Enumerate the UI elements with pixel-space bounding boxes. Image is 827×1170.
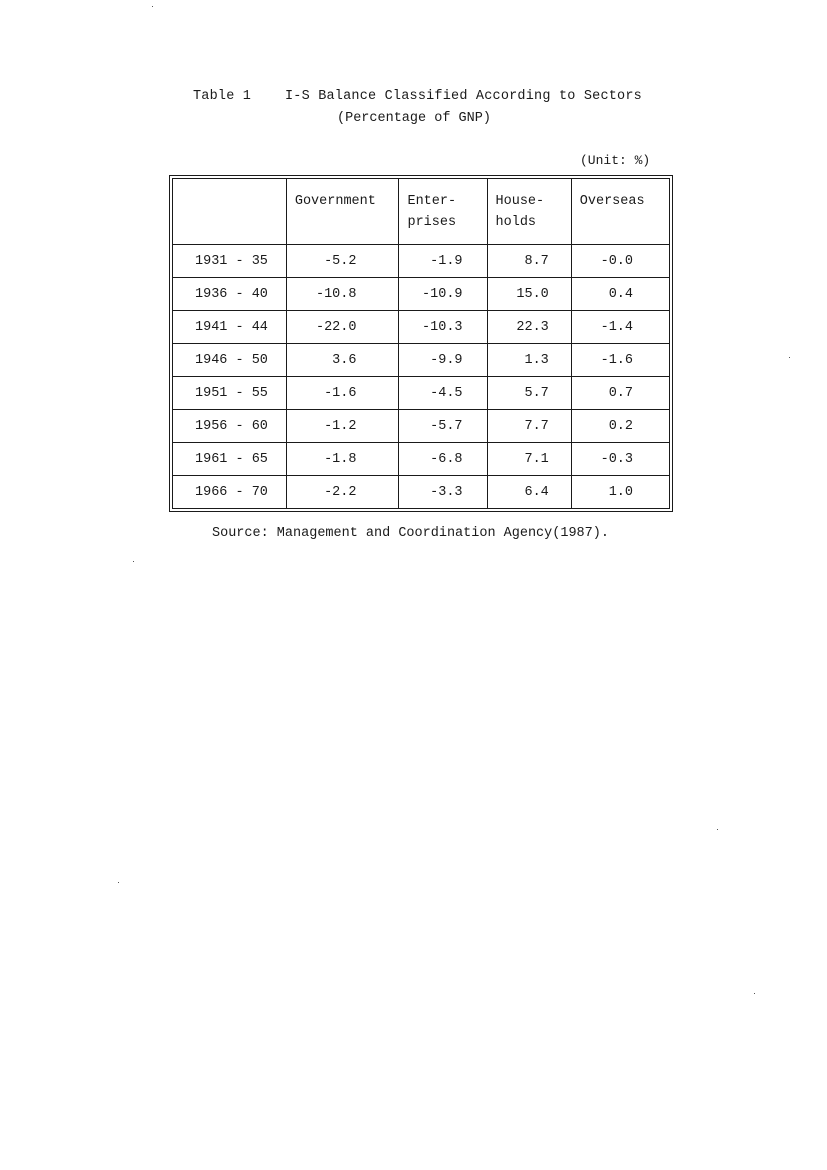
header-households	[487, 179, 571, 245]
table-row	[173, 476, 670, 509]
cell-period: 1966 - 70	[173, 476, 287, 509]
cell-period: 1946 - 50	[173, 344, 287, 377]
source-note: Source: Management and Coordination Agency(1987).	[212, 526, 609, 541]
cell-households: 6.4	[487, 476, 571, 509]
table-row	[173, 377, 670, 410]
scan-speck	[133, 561, 134, 562]
cell-enterprises: -10.3	[399, 311, 487, 344]
cell-government: -5.2	[286, 245, 399, 278]
table-row	[173, 410, 670, 443]
header-enterprises	[399, 179, 487, 245]
cell-households: 15.0	[487, 278, 571, 311]
cell-households: 7.7	[487, 410, 571, 443]
header-households-line2: holds	[495, 215, 537, 230]
table-subtitle: (Percentage of GNP)	[337, 111, 491, 126]
header-period	[173, 179, 287, 245]
cell-government: -1.2	[286, 410, 399, 443]
cell-period: 1936 - 40	[173, 278, 287, 311]
table-label: Table 1	[193, 89, 252, 104]
table-row	[173, 311, 670, 344]
scan-speck	[754, 993, 755, 994]
cell-government: -22.0	[286, 311, 399, 344]
cell-government: -2.2	[286, 476, 399, 509]
scan-speck	[717, 829, 718, 830]
cell-overseas: 1.0	[571, 476, 669, 509]
cell-overseas: -1.6	[571, 344, 669, 377]
table-row	[173, 245, 670, 278]
table-row	[173, 344, 670, 377]
cell-enterprises: -9.9	[399, 344, 487, 377]
cell-households: 1.3	[487, 344, 571, 377]
cell-enterprises: -4.5	[399, 377, 487, 410]
cell-period: 1941 - 44	[173, 311, 287, 344]
header-row	[173, 179, 670, 245]
cell-period: 1956 - 60	[173, 410, 287, 443]
table-row	[173, 443, 670, 476]
table-row	[173, 278, 670, 311]
header-enterprises-line1: Enter-	[407, 194, 457, 209]
cell-enterprises: -1.9	[399, 245, 487, 278]
cell-overseas: -0.0	[571, 245, 669, 278]
cell-government: -1.6	[286, 377, 399, 410]
header-enterprises-line2: prises	[407, 215, 457, 230]
cell-overseas: 0.4	[571, 278, 669, 311]
table-title-text: I-S Balance Classified According to Sectors	[285, 89, 642, 104]
cell-overseas: -1.4	[571, 311, 669, 344]
cell-enterprises: -10.9	[399, 278, 487, 311]
header-government: Government	[286, 179, 399, 245]
scan-speck	[152, 6, 153, 7]
is-balance-table	[172, 178, 670, 509]
cell-period: 1961 - 65	[173, 443, 287, 476]
scan-speck	[118, 882, 119, 883]
cell-government: -10.8	[286, 278, 399, 311]
cell-period: 1951 - 55	[173, 377, 287, 410]
table-title	[193, 89, 642, 104]
cell-households: 7.1	[487, 443, 571, 476]
scan-speck	[789, 357, 790, 358]
header-overseas: Overseas	[571, 179, 669, 245]
cell-households: 8.7	[487, 245, 571, 278]
cell-enterprises: -5.7	[399, 410, 487, 443]
cell-households: 5.7	[487, 377, 571, 410]
table-frame	[169, 175, 673, 512]
cell-government: 3.6	[286, 344, 399, 377]
cell-overseas: 0.7	[571, 377, 669, 410]
cell-enterprises: -6.8	[399, 443, 487, 476]
cell-overseas: 0.2	[571, 410, 669, 443]
cell-period: 1931 - 35	[173, 245, 287, 278]
cell-government: -1.8	[286, 443, 399, 476]
cell-enterprises: -3.3	[399, 476, 487, 509]
cell-overseas: -0.3	[571, 443, 669, 476]
cell-households: 22.3	[487, 311, 571, 344]
unit-note: (Unit: %)	[580, 153, 651, 168]
header-households-line1: House-	[495, 194, 545, 209]
